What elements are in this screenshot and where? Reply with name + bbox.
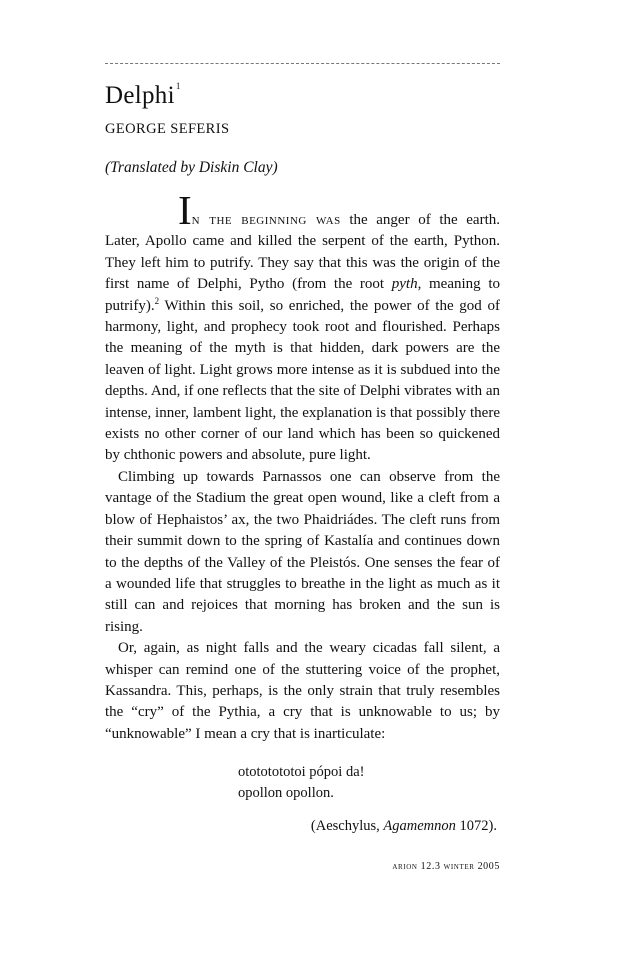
paragraph-2: Climbing up towards Parnassos one can observe from the vantage of the Stadium the great open wound, like a cleft from a blow of Hephaistos’ ax, the two Phaidriádes. The cleft runs from their summit down to the spring of Kastalía and continues down to the depths of the Valley of the Pleistós. One senses the fear of a wounded life that struggles to breathe in the light as much as it still can and rejoices that morning has broken and the sun is rising. [105,468,500,635]
translator-credit: (Translated by Diskin Clay) [105,159,278,176]
verse-line-1: otototototoi pópoi da! [238,764,365,780]
title-footnote-marker[interactable]: 1 [175,81,181,91]
paragraph-1 [105,187,500,467]
opening-line: In the beginning was the anger of the earth. [178,187,500,233]
header-rule [105,63,500,64]
drop-cap: I [178,187,192,233]
root-term: pyth [391,276,418,293]
author-name: GEORGE SEFERIS [105,121,230,137]
citation-suffix: 1072). [455,818,497,834]
citation-work: Agamemnon [383,818,456,834]
journal-footer: arion 12.3 winter 2005 [392,861,500,872]
title-text: Delphi [105,82,175,109]
paragraph-1-text: Later, Apollo came and killed the serpent of the earth, Python. They left him to putrify. They say that this was the origin of the first name of Delphi, Pytho (from the root pyth, meaning to putrify).$^2$ Within this soil, so enriched, the power of the god of harmony, light, and prophecy took root and flourished. Perhaps the meaning of the myth is that hidden, dark powers are the leaven of light. Light grows more intense as it is subdued into the depths. And, if one reflects that the site of Delphi vibrates with an intense, inner, lambent light, the explanation is that possibly there exists no other corner of our land which has been so quickened by chthonic powers and absolute, pure light. [105,233,500,464]
article-body [105,187,500,745]
citation-prefix: (Aeschylus, [310,818,384,834]
verse-line-2: opollon opollon. [238,785,334,801]
opening-small-caps: n the beginning was [191,212,341,228]
verse-citation [311,817,497,835]
paragraph-3: Or, again, as night falls and the weary cicadas fall silent, a whisper can remind one of the stuttering voice of the prophet, Kassandra. This, perhaps, is the only strain that truly resembles the “cry” of the Pythia, a cry that is unknowable to us; by “unknowable” I mean a cry that is inarticulate: [105,640,500,742]
article-title [105,71,181,111]
quoted-verse [238,762,364,804]
footnote-marker-2[interactable]: 2 [154,295,160,306]
